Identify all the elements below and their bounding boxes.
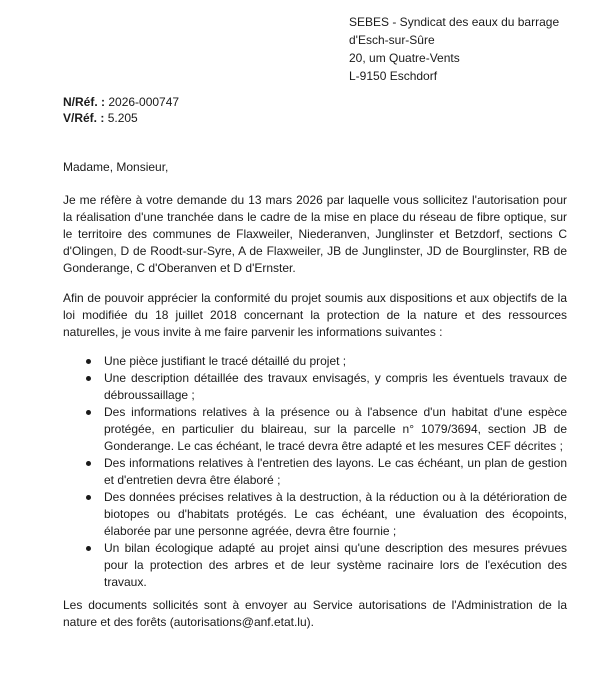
recipient-line: 20, um Quatre-Vents [349,51,460,65]
our-reference-label: N/Réf. : [63,95,105,109]
list-item-text: Des informations relatives à l'entretien des layons. Le cas échéant, un plan de gestion et d'entretien devra être élaboré ; [104,456,567,487]
our-reference [63,94,179,110]
list-item [82,540,567,591]
list-item-text: Des données précises relatives à la destruction, à la réduction ou à la détérioration de biotopes ou d'habitats protégés. Le cas échéant, une évaluation des écopoints, élaborée par une personne agréée, devra être fournie ; [104,490,567,538]
list-item-text: Un bilan écologique adapté au projet ainsi qu'une description des mesures prévues pour la protection des arbres et de leur système racinaire lors de l'exécution des travaux. [104,541,567,589]
request-paragraph: Afin de pouvoir apprécier la conformité du projet soumis aux dispositions et aux objectifs de la loi modifiée du 18 juillet 2018 concernant la protection de la nature et des ressources naturelles, je vous invite à me faire parvenir les informations suivantes : [63,291,567,339]
recipient-line: SEBES - Syndicat des eaux du barrage [349,15,560,29]
list-item [82,489,567,540]
intro-paragraph: Je me réfère à votre demande du 13 mars 2026 par laquelle vous sollicitez l'autorisation pour la réalisation d'une tranchée dans le cadre de la mise en place du réseau de fibre optique, sur le territoire des communes de Flaxweiler, Niederanven, Junglinster et Betzdorf, sections C d'Olingen, D de Roodt-sur-Syre, A de Flaxweiler, JB de Junglinster, JD de Bourglinster, RB de Gonderange, C d'Oberanven et D d'Ernster. [63,193,567,275]
bullet-icon [86,410,91,415]
closing-paragraph: Les documents sollicités sont à envoyer au Service autorisations de l'Administration de la nature et des forêts (autorisations@anf.etat.lu). [63,598,567,629]
bullet-icon [86,376,91,381]
bullet-icon [86,359,91,364]
reference-block [63,94,179,126]
list-item [82,404,567,455]
recipient-address [349,13,559,85]
recipient-line: L-9150 Eschdorf [349,69,438,83]
list-item [82,370,567,404]
salutation: Madame, Monsieur, [63,160,169,174]
your-reference-value: 5.205 [107,111,138,125]
our-reference-value: 2026-000747 [108,95,180,109]
your-reference-label: V/Réf. : [63,111,105,125]
list-item [82,455,567,489]
bullet-icon [86,495,91,500]
list-item-text: Des informations relatives à la présence ou à l'absence d'un habitat d'une espèce protégée, en particulier du blaireau, sur la parcelle n° 1079/3694, section JB de Gonderange. Le cas échéant, le tracé devra être adapté et les mesures CEF décrites ; [104,405,567,453]
list-item-text: Une description détaillée des travaux envisagés, y compris les éventuels travaux de débroussaillage ; [104,371,567,402]
requested-information-list [82,353,567,591]
list-item-text: Une pièce justifiant le tracé détaillé du projet ; [104,354,347,368]
bullet-icon [86,546,91,551]
bullet-icon [86,461,91,466]
recipient-line: d'Esch-sur-Sûre [349,33,435,47]
list-item [82,353,567,370]
your-reference [63,110,179,126]
